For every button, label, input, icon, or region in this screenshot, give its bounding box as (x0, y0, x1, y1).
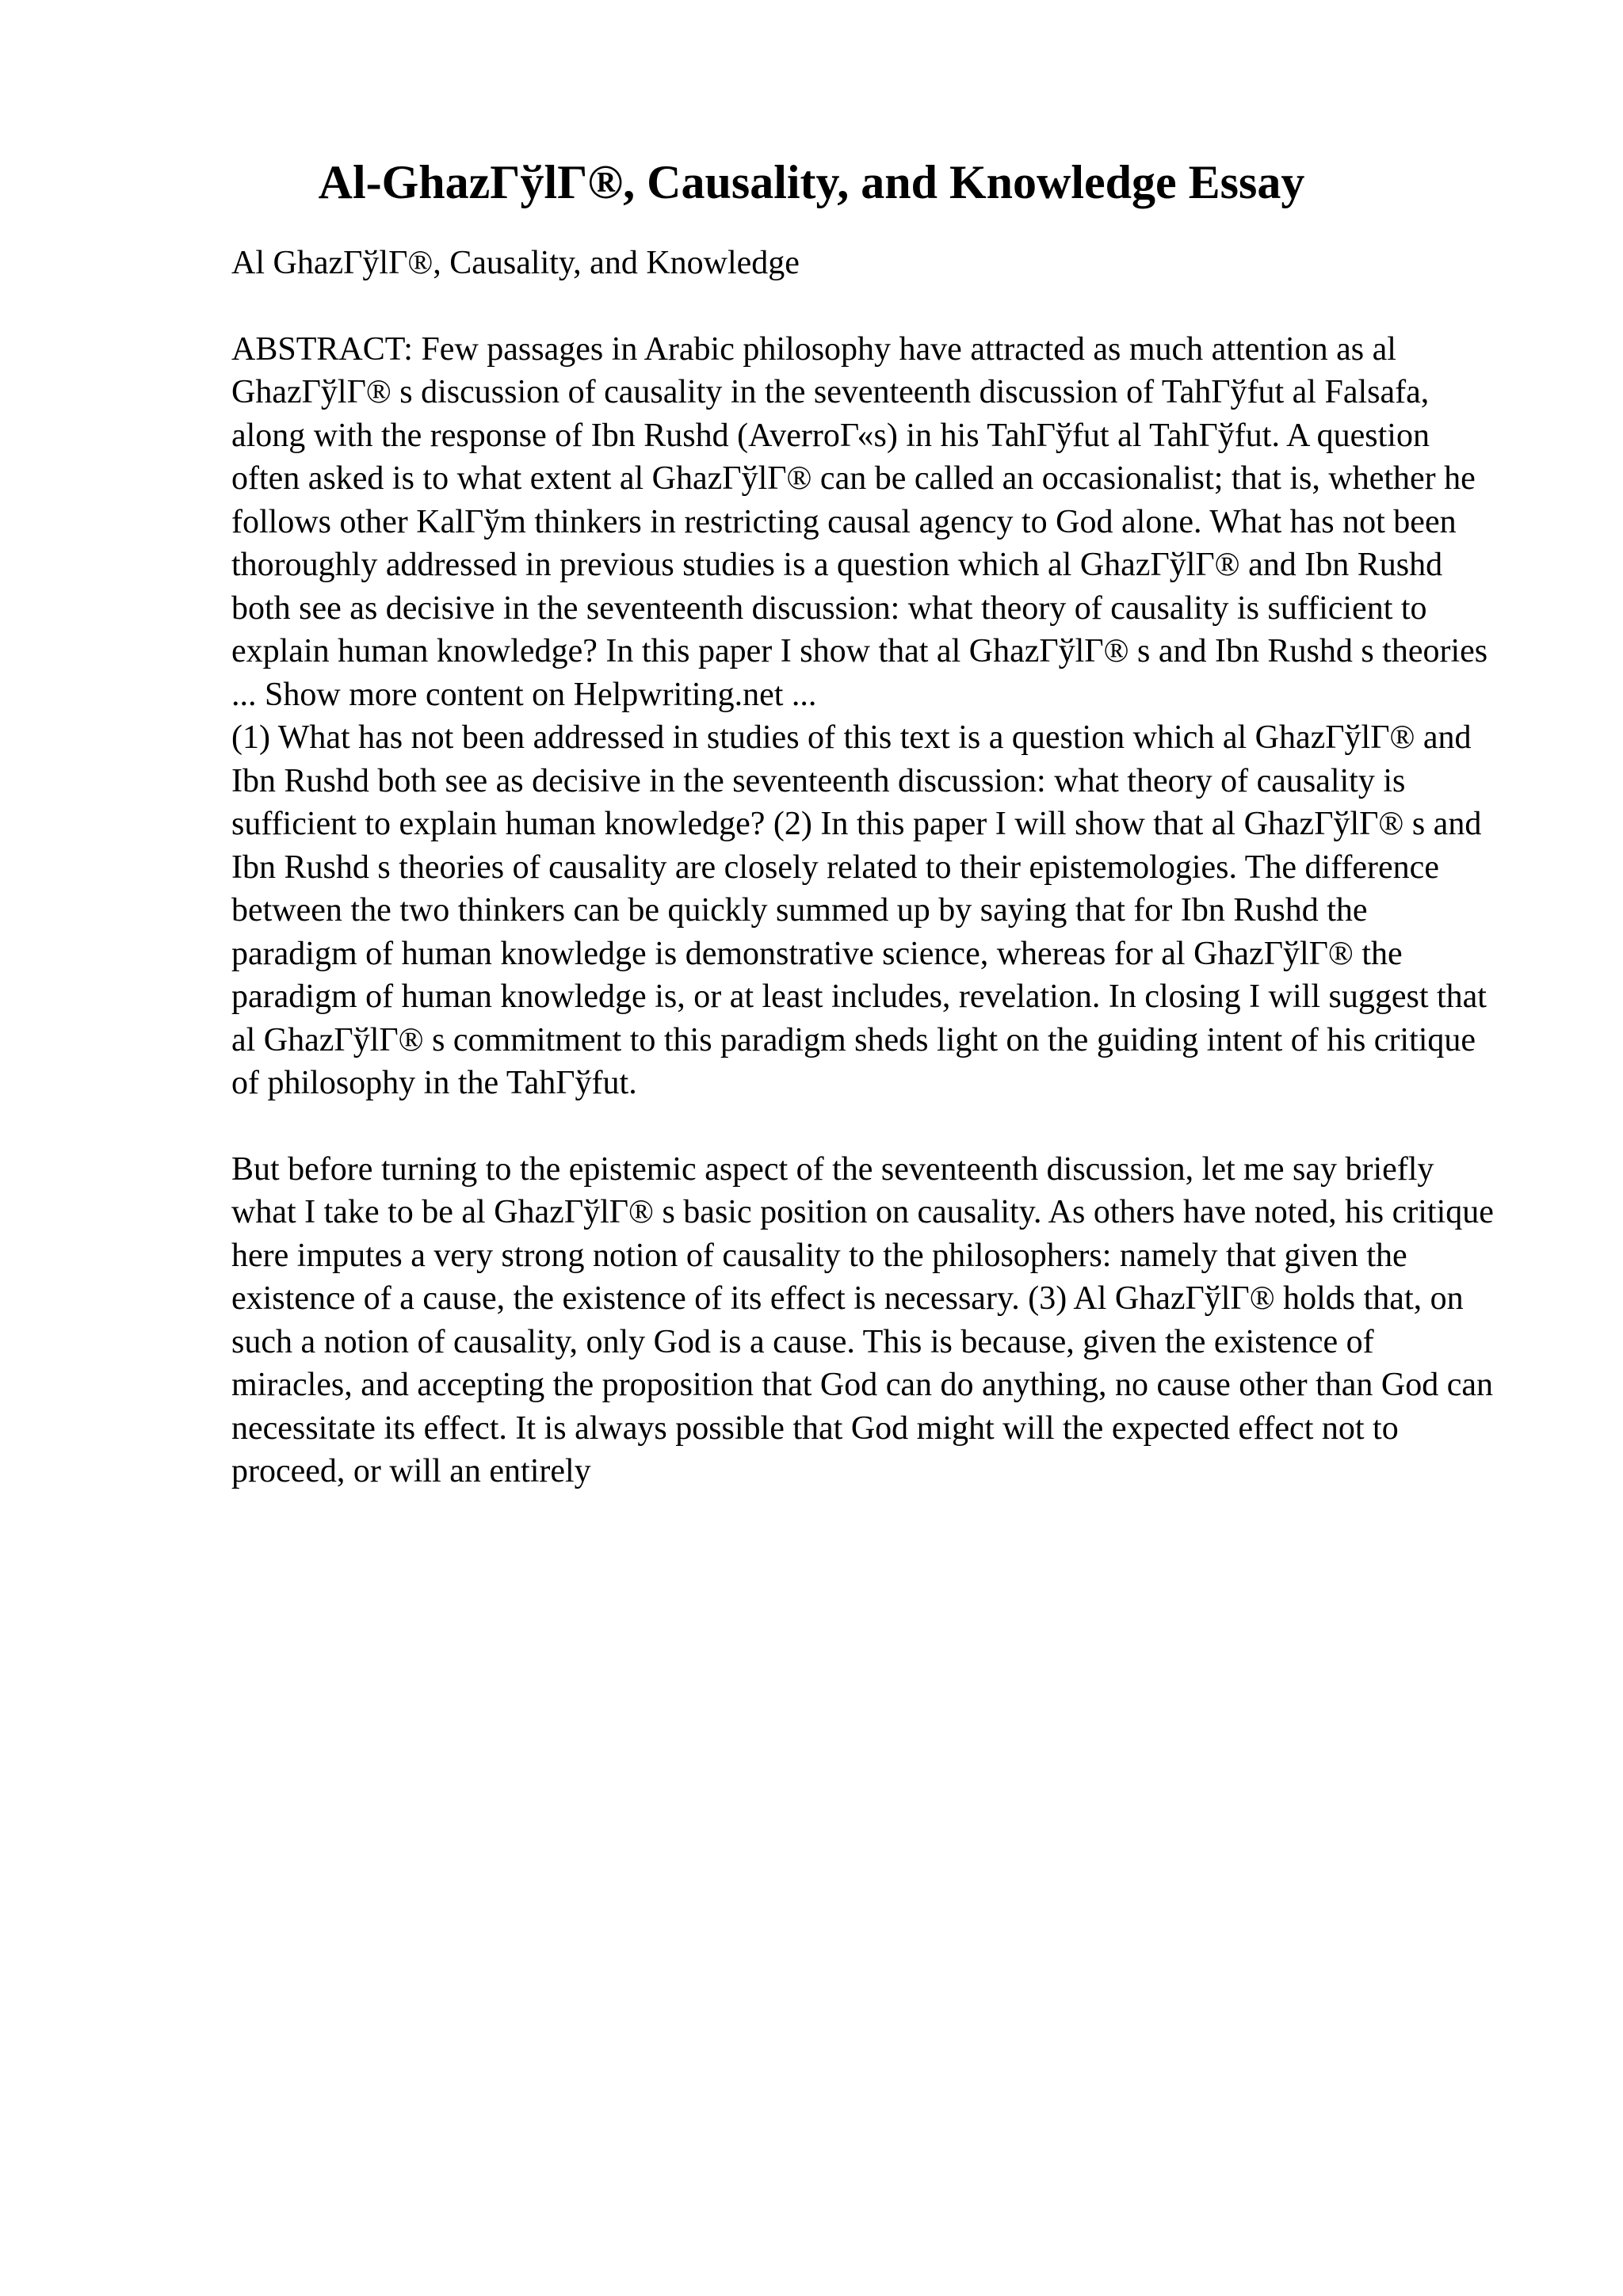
document-body (231, 242, 1499, 1493)
abstract-paragraph: ABSTRACT: Few passages in Arabic philosophy have attracted as much attention as al GhazГўlГ® s discussion of causality in the seventeenth discussion of TahГўfut al Falsafa, along with the response of Ibn Rushd (AverroГ«s) in his TahГўfut al TahГўfut. A question often asked is to what extent al GhazГўlГ® can be called an occasionalist; that is, whether he follows other KalГўm thinkers in restricting causal agency to God alone. What has not been thoroughly addressed in previous studies is a question which al GhazГўlГ® and Ibn Rushd both see as decisive in the seventeenth discussion: what theory of causality is sufficient to explain human knowledge? In this paper I show that al GhazГўlГ® s and Ibn Rushd s theories ... Show more content on Helpwriting.net ... (231, 330, 1488, 713)
body-paragraph-1: (1) What has not been addressed in studies of this text is a question which al GhazГўlГ® and Ibn Rushd both see as decisive in the seventeenth discussion: what theory of causality is sufficient to explain human knowledge? (2) In this paper I will show that al GhazГўlГ® s and Ibn Rushd s theories of causality are closely related to their epistemologies. The difference between the two thinkers can be quickly summed up by saying that for Ibn Rushd the paradigm of human knowledge is demonstrative science, whereas for al GhazГўlГ® the paradigm of human knowledge is, or at least includes, revelation. In closing I will suggest that al GhazГўlГ® s commitment to this paradigm sheds light on the guiding intent of his critique of philosophy in the TahГўfut. (231, 719, 1487, 1101)
document-title: Al-GhazГўlГ®, Causality, and Knowledge Essay (318, 156, 1305, 208)
document-subtitle: Al GhazГўlГ®, Causality, and Knowledge (231, 245, 800, 281)
body-paragraph-2: But before turning to the epistemic aspect of the seventeenth discussion, let me say briefly what I take to be al GhazГўlГ® s basic position on causality. As others have noted, his critique here imputes a very strong notion of causality to the philosophers: namely that given the existence of a cause, the existence of its effect is necessary. (3) Al GhazГўlГ® holds that, on such a notion of causality, only God is a cause. This is because, given the existence of miracles, and accepting the proposition that God can do anything, no cause other than God can necessitate its effect. It is always possible that God might will the expected effect not to proceed, or will an entirely (231, 1150, 1494, 1489)
